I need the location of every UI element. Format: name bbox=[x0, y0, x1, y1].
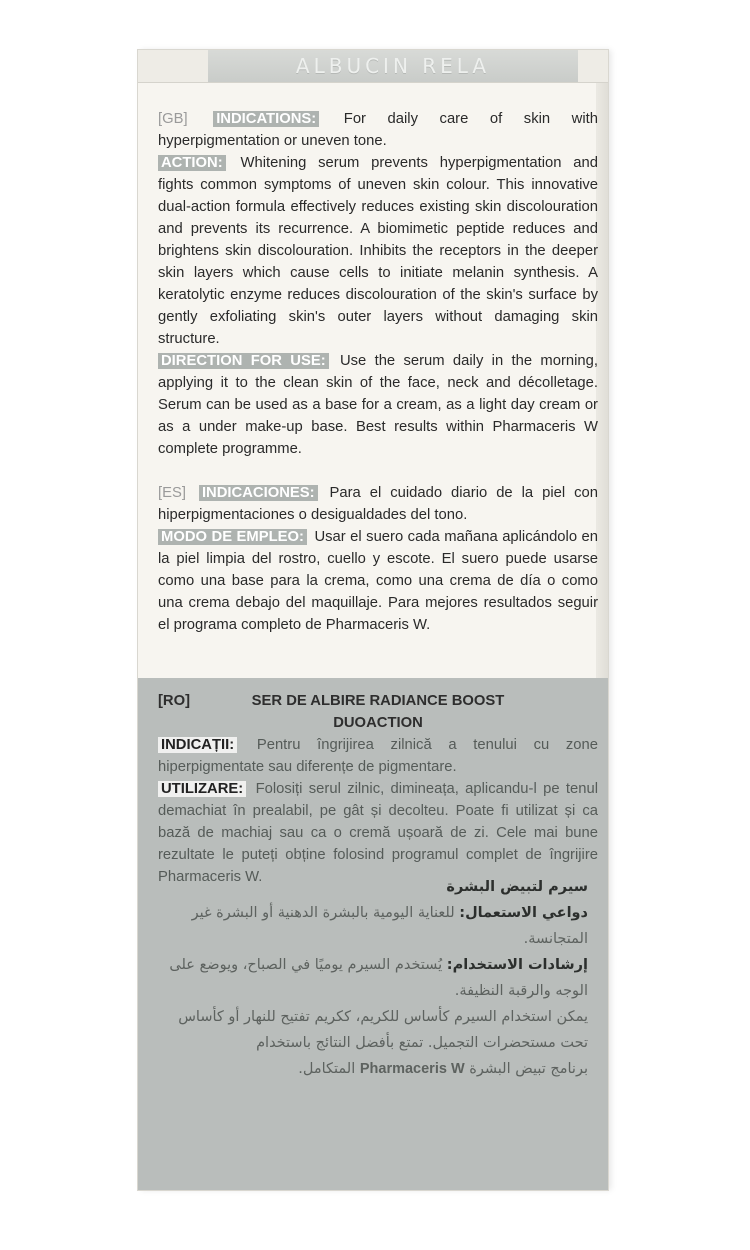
romanian-text-block bbox=[158, 690, 598, 888]
gb-action-text: Whitening serum prevents hyperpigmentation and fights common symptoms of uneven skin colour. This innovative dual-action formula effectively reduces existing skin discolouration and prevents its recurrence. A biomimetic peptide reduces and brightens skin discolouration. Inhibits the receptors in the deeper skin layers which cause cells to initiate melanin synthesis. A keratolytic enzyme reduces discolouration of the skin's surface by gently exfoliating skin's outer layers without damaging skin structure. bbox=[158, 155, 598, 347]
ar-directions bbox=[158, 952, 588, 1004]
ar-program-suffix: المتكامل. bbox=[298, 1061, 356, 1077]
ro-utilizare bbox=[158, 778, 598, 888]
es-modo-label: MODO DE EMPLEO: bbox=[158, 529, 307, 545]
product-box bbox=[138, 50, 608, 1190]
ar-program bbox=[158, 1056, 588, 1082]
es-modo bbox=[158, 526, 598, 636]
ar-indications-label: دواعي الاستعمال: bbox=[459, 905, 588, 921]
gb-direction-label: DIRECTION FOR USE: bbox=[158, 353, 329, 369]
ro-indicatii-label: INDICAȚII: bbox=[158, 737, 237, 753]
arabic-text-block bbox=[158, 874, 588, 1082]
es-modo-text: Usar el suero cada mañana aplicándolo en la piel limpia del rostro, cuello y escote. El suero puede usarse como una base para la crema, como una crema de día o como una crema debajo del maquillaje. Para mejores resultados seguir el programa completo de Pharmaceris W. bbox=[158, 529, 598, 633]
gb-lang-code: [GB] bbox=[158, 111, 188, 127]
ar-program-prefix: برنامج تبيض البشرة bbox=[469, 1061, 588, 1077]
ar-indications bbox=[158, 900, 588, 952]
ro-utilizare-label: UTILIZARE: bbox=[158, 781, 246, 797]
ro-lang-code: [RO] bbox=[158, 693, 191, 709]
box-top-strip bbox=[138, 50, 608, 83]
ro-title-line1: SER DE ALBIRE RADIANCE BOOST bbox=[251, 693, 505, 709]
ar-title: سيرم لتبيض البشرة bbox=[446, 879, 588, 895]
ro-indicatii bbox=[158, 734, 598, 778]
es-indicaciones-label: INDICACIONES: bbox=[199, 485, 318, 501]
gb-indications-label: INDICATIONS: bbox=[213, 111, 319, 127]
ro-utilizare-text: Folosiți serul zilnic, dimineața, aplicandu-l pe tenul demachiat în prealabil, pe gât și decolteu. Poate fi utilizat și ca bază de machiaj sau ca o cremă ușoară de zi. Cele mai bune rezultate le puteți obține folosind programul complet de îngrijire Pharmaceris W. bbox=[158, 781, 598, 885]
gb-direction bbox=[158, 350, 598, 460]
embossed-brand-header: ALBUCIN RELA bbox=[208, 50, 578, 82]
es-indicaciones-text: Para el cuidado diario de la piel con hiperpigmentaciones o desigualdades del tono. bbox=[158, 485, 598, 523]
gb-direction-text: Use the serum daily in the morning, applying it to the clean skin of the face, neck and décolletage. Serum can be used as a base for a cream, as a light day cream or as a under make-up base. Best results within Pharmaceris W complete programme. bbox=[158, 353, 598, 457]
ar-directions-text: يُستخدم السيرم يوميًا في الصباح، ويوضع على الوجه والرقبة النظيفة. bbox=[169, 957, 588, 999]
english-spanish-text-block bbox=[158, 108, 598, 636]
ro-indicatii-text: Pentru îngrijirea zilnică a tenului cu zone hiperpigmentate sau diferențe de pigmentare. bbox=[158, 737, 598, 775]
ar-directions-label: إرشادات الاستخدام: bbox=[446, 957, 588, 973]
ro-heading-row bbox=[158, 690, 598, 712]
ar-extra: يمكن استخدام السيرم كأساس للكريم، ككريم تفتيح للنهار أو كأساس تحت مستحضرات التجميل. تمتع بأفضل النتائج باستخدام bbox=[178, 1009, 588, 1051]
gb-action bbox=[158, 152, 598, 350]
ar-indications-text: للعناية اليومية بالبشرة الدهنية أو البشرة غير المتجانسة. bbox=[191, 905, 588, 947]
section-gap bbox=[158, 460, 598, 482]
grey-label-panel bbox=[138, 678, 608, 1190]
es-indicaciones bbox=[158, 482, 598, 526]
gb-action-label: ACTION: bbox=[158, 155, 226, 171]
es-lang-code: [ES] bbox=[158, 485, 186, 501]
gb-indications-text: For daily care of skin with hyperpigmentation or uneven tone. bbox=[158, 111, 598, 149]
ro-title-line2: DUOACTION bbox=[333, 715, 423, 731]
ar-program-brand: Pharmaceris W bbox=[359, 1061, 465, 1077]
gb-indications bbox=[158, 108, 598, 152]
